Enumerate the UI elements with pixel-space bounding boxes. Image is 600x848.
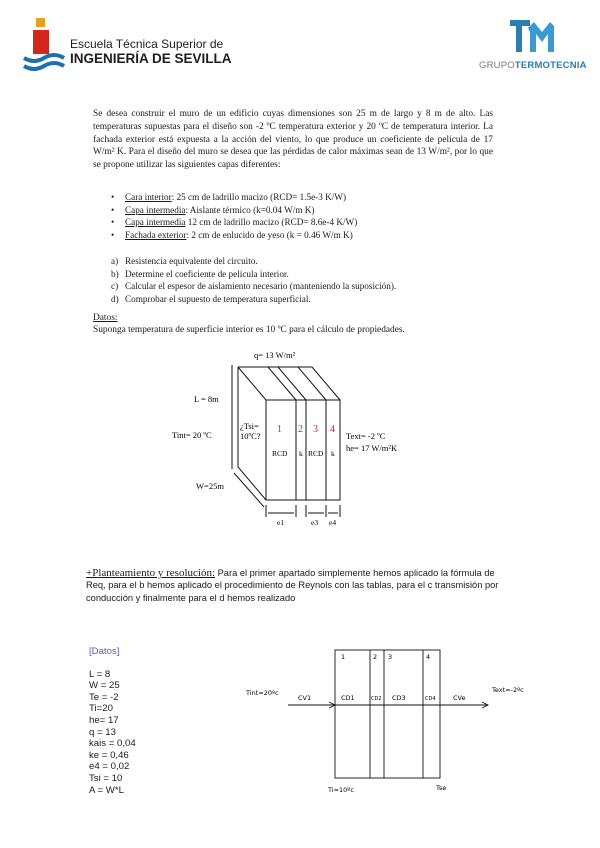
diagram-rcd-1: RCD	[272, 449, 288, 458]
list-item	[111, 293, 396, 306]
datos-heading: Datos:	[93, 313, 118, 323]
diagram-n3: 3	[313, 424, 318, 435]
school-name	[70, 37, 232, 67]
sketch-cd1: CD1	[341, 694, 355, 702]
list-item: he= 17	[89, 714, 119, 726]
diagram-tsi-2: 10ºC?	[240, 431, 261, 441]
group-name-b: TERMOTECNIA	[514, 60, 587, 71]
layer-desc: 12 cm de ladrillo macizo (RCD= 8.6e-4 K/W)	[185, 217, 358, 228]
sketch-n4: 4	[426, 653, 431, 661]
sketch-tse: Tse	[436, 784, 447, 792]
sketch-n2: 2	[373, 653, 378, 661]
diagram-q: q= 13 W/m²	[254, 350, 296, 360]
diagram-tint: Tint= 20 ºC	[172, 430, 212, 440]
datos-list	[89, 646, 136, 796]
list-item: A = W*L	[89, 784, 124, 796]
diagram-n2: 2	[298, 424, 303, 435]
diagram-n4: 4	[330, 424, 335, 435]
university-logo-icon	[22, 18, 66, 74]
sketch-cd2: CD2	[371, 696, 382, 702]
list-item: ke = 0,46	[89, 749, 129, 761]
list-item	[111, 229, 357, 242]
school-line-2: INGENIERÍA DE SEVILLA	[70, 51, 232, 66]
diagram-he: he= 17 W/m²K	[346, 443, 398, 453]
questions-list	[111, 255, 396, 305]
diagram-L: L = 8m	[194, 394, 219, 404]
layer-name: Fachada exterior	[125, 229, 187, 240]
question-text: Resistencia equivalente del circuito.	[125, 256, 258, 266]
sketch-text: Text=-2ºc	[492, 686, 524, 694]
diagram-k-1: k	[299, 449, 303, 458]
question-text: Calcular el espesor de aislamiento necesario (manteniendo la suposición).	[125, 281, 397, 292]
diagram-W: W=25m	[196, 481, 224, 491]
list-item	[111, 191, 357, 204]
question-mark: b)	[111, 268, 119, 279]
list-item	[111, 268, 396, 281]
list-item	[111, 216, 357, 229]
datos-text: Suponga temperatura de superficie interior es 10 ºC para el cálculo de propiedades.	[93, 325, 405, 335]
sketch-cd3: CD3	[392, 694, 406, 702]
circuit-sketch	[236, 645, 546, 795]
list-item: Tsi = 10	[89, 772, 123, 784]
layer-name: Capa intermedia	[125, 204, 186, 215]
list-item: kais = 0,04	[89, 738, 136, 750]
wall-diagram	[168, 345, 458, 530]
sketch-cv1: CV1	[298, 694, 312, 702]
list-item: Ti=20	[89, 703, 113, 715]
list-item: L = 8	[89, 668, 111, 680]
list-item	[111, 280, 396, 293]
diagram-k-2: k	[331, 449, 335, 458]
layer-desc: : Aislante térmico (k=0.04 W/m K)	[185, 204, 315, 215]
layer-desc: : 25 cm de ladrillo macizo (RCD= 1.5e-3 K/W)	[171, 192, 347, 202]
diagram-e4: e4	[329, 518, 337, 527]
list-item	[111, 204, 357, 217]
question-mark: d)	[111, 293, 119, 304]
diagram-e1: e1	[277, 518, 285, 527]
list-item: Te = -2	[89, 691, 119, 703]
diagram-rcd-2: RCD	[308, 449, 324, 458]
sketch-cd4: CD4	[425, 696, 436, 702]
list-item: q = 13	[89, 726, 116, 738]
resolution-heading: +Planteamiento y resolución:	[86, 567, 216, 579]
question-text: Determine el coeficiente de película interior.	[125, 268, 289, 279]
question-mark: c)	[111, 281, 119, 292]
diagram-text: Text= -2 ºC	[346, 431, 386, 441]
resolution-paragraph	[86, 567, 506, 604]
list-item: W = 25	[89, 680, 120, 692]
group-name	[479, 60, 587, 71]
layer-desc: : 2 cm de enlucido de yeso (k = 0.46 W/m K)	[186, 229, 353, 240]
datos-list-heading: [Datos]	[89, 646, 120, 657]
question-text: Comprobar el supuesto de temperatura superficial.	[125, 293, 311, 304]
list-item: e4 = 0,02	[89, 761, 130, 773]
sketch-cve: CVe	[453, 694, 466, 702]
diagram-n1: 1	[277, 424, 282, 435]
question-mark: a)	[111, 256, 119, 266]
diagram-e3: e3	[311, 518, 319, 527]
layer-name: Cara interior	[125, 192, 172, 202]
list-item	[111, 255, 396, 268]
sketch-ti: Ti=10ºc	[328, 786, 354, 794]
sketch-tint: Tint=20ºc	[246, 689, 279, 697]
group-name-a: GRUPO	[479, 60, 515, 71]
sketch-n3: 3	[388, 653, 393, 661]
layers-list	[111, 191, 357, 241]
resolution-body: Para el primer apartado simplemente hemos aplicado la fórmula de Req, para el b hemos aplicado el procedimiento de Reynols con las tablas, para el c transmisión por conducción y finalmente para el d hemos realizado	[86, 568, 499, 603]
problem-statement: Se desea construir el muro de un edificio cuyas dimensiones son 25 m de largo y 8 m de alto. Las temperaturas supuestas para el diseño son -2 ºC temperatura exterior y 20 ºC de temperatura interior. La fachada exterior está expuesta a la acción del viento, lo que produce un coeficiente de película de 17 W/m² K. Para el diseño del muro se desea que las pérdidas de calor máximas sean de 13 W/m², por lo que se propone utilizar las siguientes capas diferentes:	[93, 109, 493, 171]
diagram-tsi-1: ¿Tsi=	[240, 421, 259, 431]
school-line-1: Escuela Técnica Superior de	[70, 37, 224, 51]
sketch-n1: 1	[341, 653, 346, 661]
termotecnia-logo-icon	[508, 18, 556, 54]
layer-name: Capa intermedia	[125, 217, 186, 228]
